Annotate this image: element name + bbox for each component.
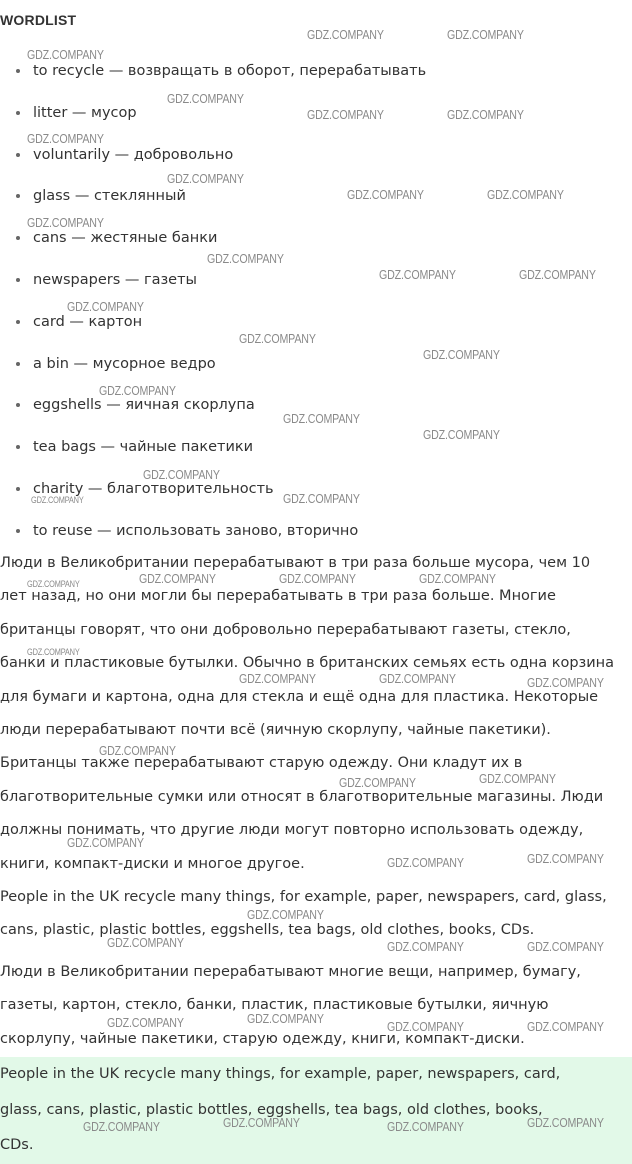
watermark-stamp: GDZ.COMPANY	[27, 47, 104, 62]
watermark-stamp: GDZ.COMPANY	[387, 1119, 464, 1134]
watermark-stamp: GDZ.COMPANY	[31, 495, 84, 505]
paragraph-line: для бумаги и картона, одна для стекла и ещё одна для пластика. Некоторые	[0, 688, 599, 705]
list-item-text: voluntarily — добровольно	[33, 146, 234, 163]
watermark-stamp: GDZ.COMPANY	[519, 267, 596, 282]
watermark-stamp: GDZ.COMPANY	[423, 347, 500, 362]
bullet-icon	[16, 362, 20, 366]
watermark-stamp: GDZ.COMPANY	[283, 491, 360, 506]
watermark-stamp: GDZ.COMPANY	[247, 1011, 324, 1026]
bullet-icon	[16, 445, 20, 449]
watermark-stamp: GDZ.COMPANY	[27, 131, 104, 146]
paragraph-line: люди перерабатывают почти всё (яичную скорлупу, чайные пакетики).	[0, 722, 551, 739]
watermark-stamp: GDZ.COMPANY	[83, 1119, 160, 1134]
watermark-stamp: GDZ.COMPANY	[423, 427, 500, 442]
watermark-stamp: GDZ.COMPANY	[487, 187, 564, 202]
watermark-stamp: GDZ.COMPANY	[527, 1115, 604, 1130]
paragraph-line: Люди в Великобритании перерабатывают многие вещи, например, бумагу,	[0, 964, 581, 980]
wordlist-heading: WORDLIST	[0, 12, 77, 28]
bullet-icon	[16, 194, 20, 198]
watermark-stamp: GDZ.COMPANY	[167, 91, 244, 106]
watermark-stamp: GDZ.COMPANY	[67, 299, 144, 314]
list-item-text: litter — мусор	[33, 104, 137, 121]
watermark-stamp: GDZ.COMPANY	[387, 939, 464, 954]
list-item-text: cans — жестяные банки	[33, 230, 218, 247]
bullet-icon	[16, 69, 20, 73]
paragraph-line: People in the UK recycle many things, for example, paper, newspapers, card, glass,	[0, 889, 607, 905]
watermark-stamp: GDZ.COMPANY	[447, 107, 524, 122]
paragraph-line: Британцы также перерабатывают старую одежду. Они кладут их в	[0, 755, 523, 772]
bullet-icon	[16, 487, 20, 491]
paragraph-line: должны понимать, что другие люди могут повторно использовать одежду,	[0, 822, 584, 839]
watermark-stamp: GDZ.COMPANY	[307, 27, 384, 42]
paragraph-line: газеты, картон, стекло, банки, пластик, пластиковые бутылки, яичную	[0, 997, 549, 1014]
list-item-text: eggshells — яичная скорлупа	[33, 397, 255, 414]
list-item	[0, 428, 632, 470]
bullet-icon	[16, 278, 20, 282]
list-item-text: a bin — мусорное ведро	[33, 355, 216, 372]
watermark-stamp: GDZ.COMPANY	[527, 939, 604, 954]
watermark-stamp: GDZ.COMPANY	[107, 935, 184, 950]
watermark-stamp: GDZ.COMPANY	[527, 1019, 604, 1034]
highlighted-answer-paragraph	[0, 1057, 632, 1164]
watermark-stamp: GDZ.COMPANY	[247, 907, 324, 922]
bullet-icon	[16, 529, 20, 533]
watermark-stamp: GDZ.COMPANY	[307, 107, 384, 122]
watermark-stamp: GDZ.COMPANY	[27, 579, 80, 589]
list-item-text: glass — стеклянный	[33, 188, 186, 205]
watermark-stamp: GDZ.COMPANY	[419, 571, 496, 586]
paragraph-line: благотворительные сумки или относят в благотворительные магазины. Люди	[0, 788, 604, 805]
list-item-text: to recycle — возвращать в оборот, перерабатывать	[33, 63, 427, 79]
watermark-stamp: GDZ.COMPANY	[279, 571, 356, 586]
watermark-stamp: GDZ.COMPANY	[99, 383, 176, 398]
bullet-icon	[16, 320, 20, 324]
watermark-stamp: GDZ.COMPANY	[27, 215, 104, 230]
paragraph-line: People in the UK recycle many things, for example, paper, newspapers, card,	[0, 1066, 561, 1082]
paragraph-line: британцы говорят, что они добровольно перерабатывают газеты, стекло,	[0, 621, 571, 638]
list-item-text: tea bags — чайные пакетики	[33, 439, 254, 456]
watermark-stamp: GDZ.COMPANY	[139, 571, 216, 586]
bullet-icon	[16, 236, 20, 240]
watermark-stamp: GDZ.COMPANY	[99, 743, 176, 758]
watermark-stamp: GDZ.COMPANY	[447, 27, 524, 42]
paragraph-line: скорлупу, чайные пакетики, старую одежду, книги, компакт-диски.	[0, 1030, 525, 1047]
watermark-stamp: GDZ.COMPANY	[207, 251, 284, 266]
watermark-stamp: GDZ.COMPANY	[379, 267, 456, 282]
list-item-text: newspapers — газеты	[33, 271, 198, 288]
bullet-icon	[16, 111, 20, 115]
watermark-stamp: GDZ.COMPANY	[143, 467, 220, 482]
watermark-stamp: GDZ.COMPANY	[223, 1115, 300, 1130]
watermark-stamp: GDZ.COMPANY	[379, 671, 456, 686]
paragraph-line: лет назад, но они могли бы перерабатывать в три раза больше. Многие	[0, 588, 556, 605]
list-item	[0, 345, 632, 387]
watermark-stamp: GDZ.COMPANY	[239, 671, 316, 686]
bullet-icon	[16, 403, 20, 407]
watermark-stamp: GDZ.COMPANY	[283, 411, 360, 426]
watermark-stamp: GDZ.COMPANY	[347, 187, 424, 202]
watermark-stamp: GDZ.COMPANY	[239, 331, 316, 346]
watermark-stamp: GDZ.COMPANY	[527, 851, 604, 866]
paragraph-line: книги, компакт-диски и многое другое.	[0, 855, 305, 872]
paragraph-line: банки и пластиковые бутылки. Обычно в британских семьях есть одна корзина	[0, 655, 615, 672]
watermark-stamp: GDZ.COMPANY	[107, 1015, 184, 1030]
watermark-stamp: GDZ.COMPANY	[339, 775, 416, 790]
paragraph-line: cans, plastic, plastic bottles, eggshells, tea bags, old clothes, books, CDs.	[0, 922, 535, 939]
watermark-stamp: GDZ.COMPANY	[67, 835, 144, 850]
russian-translation-paragraph	[0, 956, 632, 1056]
paragraph-line: CDs.	[0, 1137, 34, 1153]
list-item-text: card — картон	[33, 313, 143, 330]
list-item-text: charity — благотворительность	[33, 480, 274, 497]
russian-summary-paragraph	[0, 547, 632, 881]
watermark-stamp: GDZ.COMPANY	[479, 771, 556, 786]
watermark-stamp: GDZ.COMPANY	[27, 647, 80, 657]
watermark-stamp: GDZ.COMPANY	[167, 171, 244, 186]
list-item-text: to reuse — использовать заново, вторично	[33, 522, 359, 539]
paragraph-line: glass, cans, plastic, plastic bottles, eggshells, tea bags, old clothes, books,	[0, 1101, 543, 1118]
bullet-icon	[16, 153, 20, 157]
watermark-stamp: GDZ.COMPANY	[527, 675, 604, 690]
watermark-stamp: GDZ.COMPANY	[387, 855, 464, 870]
watermark-stamp: GDZ.COMPANY	[387, 1019, 464, 1034]
paragraph-line: Люди в Великобритании перерабатывают в три раза больше мусора, чем 10	[0, 555, 591, 571]
